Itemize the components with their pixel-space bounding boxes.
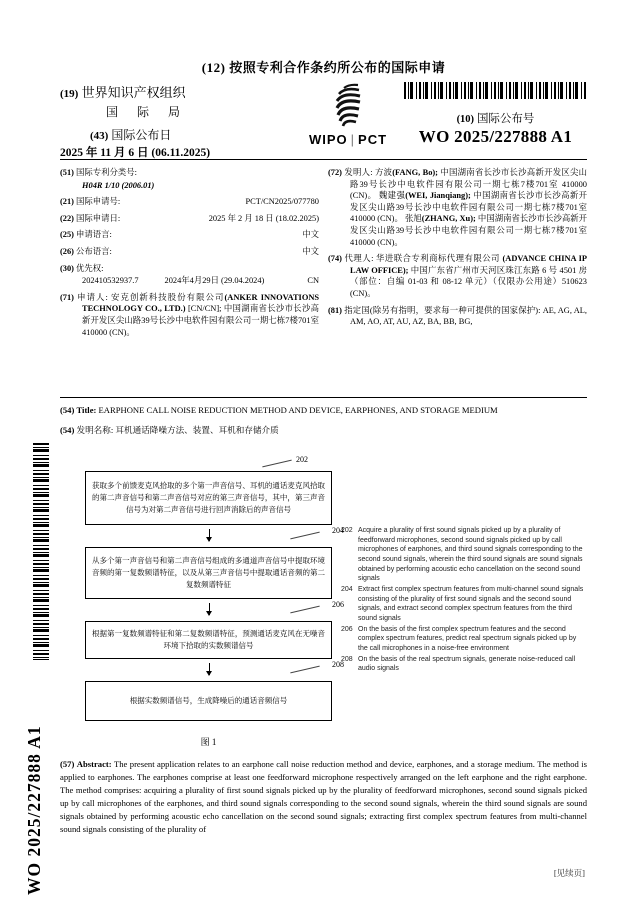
logo-separator: | — [350, 132, 356, 147]
agent-name-cn: 华进联合专利商标代理有限公司 — [376, 254, 500, 264]
flowchart-box-208-text: 根据实数频谱信号，生成降噪后的通话音频信号 — [129, 696, 288, 705]
header-right — [404, 82, 587, 160]
publication-language-label: 公布语言: — [76, 246, 112, 256]
applicant-nationality: [CN/CN]; — [187, 304, 222, 314]
flowchart-box-204-text: 从多个第一声音信号和第二声音信号组成的多通道声音信号中提取环境音频的第一复数频谱特征，以及从第三声音信号中提取通话音频的第二复数频谱特征 — [92, 556, 325, 589]
code-54-en: (54) — [60, 405, 75, 415]
applicant-entry — [60, 292, 319, 338]
filing-language-label: 申请语言: — [76, 230, 112, 240]
ref-gap-208 — [85, 659, 344, 681]
down-arrow-icon — [209, 529, 210, 541]
step-206-text: On the basis of the first complex spectrum features and the second complex spectrum features, predict real spectrum signals picked up by the call microphones in a noise-free environment — [358, 625, 577, 652]
organization-name: 世界知识产权组织 — [81, 85, 186, 100]
publication-date-value: 2025 年 11 月 6 日 (06.11.2025) — [60, 147, 211, 159]
pct-text: PCT — [358, 132, 388, 147]
agent-label: 代理人: — [344, 254, 374, 264]
code-26: (26) — [60, 246, 74, 256]
code-74: (74) — [328, 254, 342, 264]
abstract-label: Abstract: — [76, 758, 112, 769]
step-204-number: 204 — [341, 585, 353, 593]
horizontal-barcode — [404, 82, 587, 99]
document-type-text: 按照专利合作条约所公布的国际申请 — [229, 60, 446, 75]
priority-entry — [60, 263, 319, 275]
code-81: (81) — [328, 305, 342, 315]
step-208 — [341, 655, 587, 674]
issuing-organization — [60, 82, 292, 101]
ipc-value-line — [60, 180, 319, 192]
code-51: (51) — [60, 168, 74, 177]
publication-language-value: 中文 — [302, 246, 319, 256]
abstract-section — [60, 758, 587, 836]
leader-line-206 — [290, 606, 319, 614]
wipo-logo — [292, 82, 404, 160]
ipc-entry — [60, 167, 319, 179]
publication-number-label — [404, 110, 587, 126]
applicant-label: 申请人: — [77, 292, 108, 302]
leader-line-204 — [290, 532, 319, 540]
wipo-pct-wordmark — [292, 132, 404, 147]
filing-date-label: 国际申请日: — [76, 213, 121, 223]
vertical-barcode — [33, 443, 49, 660]
flowchart-box-202 — [85, 471, 332, 525]
flowchart-box-202-text: 获取多个前馈麦克风拾取的多个第一声音信号、耳机的通话麦克风拾取的第二声音信号和第二声音信号对应的第三声音信号，其中，第三声音信号为对第二声音信号进行回声消除后的声音信号 — [92, 481, 325, 514]
designated-states-entry — [328, 305, 587, 328]
applicant-address: 中国湖南省长沙市长沙高新开发区尖山路39号长沙中电软件园有限公司一期七栋7楼701室 410000 (CN)。 — [82, 304, 320, 337]
inventor-1-name-cn: 方波 — [374, 168, 393, 177]
leader-line-202 — [262, 460, 291, 468]
filing-date-value: 2025 年 2 月 18 日 (18.02.2025) — [208, 213, 319, 223]
inventor-3-name-en: (ZHANG, Xu); — [421, 214, 476, 224]
down-arrow-icon — [209, 663, 210, 675]
code-54-cn: (54) — [60, 425, 75, 435]
designated-states-text: 指定国(除另有指明，要求每一种可提供的国家保护): AE, AG, AL, AM, AO, AT, AU, AZ, BA, BB, BG, — [344, 305, 588, 327]
filing-date-entry — [60, 213, 319, 225]
title-chinese-line — [60, 424, 587, 436]
step-206 — [341, 625, 587, 654]
code-72: (72) — [328, 168, 342, 177]
inventor-3-address: 中国湖南省长沙市长沙高新开发区尖山路39号长沙中电软件园有限公司一期七栋7楼701室 410000 (CN)。 — [350, 214, 588, 247]
code-12: (12) — [201, 60, 226, 75]
ref-gap-206 — [85, 599, 344, 621]
flowchart — [85, 454, 344, 748]
step-206-number: 206 — [341, 625, 353, 633]
applicant-name-en: (ANKER INNOVATIONS TECHNOLOGY CO., LTD.) — [82, 292, 320, 314]
continuation-note: [见续页] — [553, 868, 585, 878]
priority-country: CN — [307, 276, 319, 286]
flowchart-box-206-text: 根据第一复数频谱特征和第二复数频谱特征，预测通话麦克风在无噪音环境下拾取的实数频谱信号 — [92, 629, 325, 650]
code-10: (10) — [456, 114, 475, 125]
step-208-number: 208 — [341, 655, 353, 663]
ref-number-206: 206 — [332, 600, 344, 609]
title-chinese-value: 耳机通话降噪方法、装置、耳机和存储介质 — [115, 425, 279, 435]
application-number-label: 国际申请号: — [76, 197, 121, 207]
ref-number-204: 204 — [332, 526, 344, 535]
priority-data-line — [60, 275, 319, 287]
priority-number: 202410532937.7 — [82, 276, 139, 286]
down-arrow-icon — [209, 603, 210, 615]
code-21: (21) — [60, 197, 74, 207]
publication-number-caption: 国际公布号 — [476, 113, 535, 125]
title-english-label: Title: — [76, 405, 97, 415]
header-divider — [60, 159, 587, 160]
step-202-number: 202 — [341, 527, 353, 534]
ref-number-208: 208 — [332, 660, 344, 669]
step-204-text: Extract first complex spectrum features from multi-channel sound signals consisting of the plurality of first sound signals and the second sound signals, and extract second complex spectrum features from the third sound signals — [358, 585, 584, 622]
flowchart-box-204 — [85, 547, 332, 599]
priority-date: 2024年4月29日 (29.04.2024) — [164, 276, 265, 286]
title-section — [60, 404, 587, 439]
header — [60, 82, 587, 160]
header-left — [60, 82, 292, 160]
figure-english-steps — [336, 454, 587, 748]
ipc-label: 国际专利分类号: — [76, 168, 137, 177]
inventor-3-name-cn: 张旭 — [405, 214, 422, 224]
step-202-text: Acquire a plurality of first sound signals picked up by a plurality of feedforward microphones, second sound signals picked up by call microphones of earphones, and third sound signals corresponding to the second sound signals, wherein the third sound signals are sound signals obtained by performing acoustic echo cancellation on the second sound signals — [358, 527, 583, 583]
code-19: (19) — [60, 88, 79, 100]
code-71: (71) — [60, 292, 74, 302]
international-bureau-label: 国 际 局 — [106, 105, 189, 119]
figure-caption: 图 1 — [200, 737, 217, 747]
publication-date-caption: 国际公布日 — [111, 128, 172, 142]
inventor-2-name-en: (WEI, Jianqiang); — [405, 191, 471, 201]
title-english-line — [60, 404, 587, 416]
inventor-1-address: 中国湖南省长沙市长沙高新开发区尖山路39号长沙中电软件园有限公司一期七栋7楼701室 410000 (CN)。 — [350, 168, 588, 201]
flowchart-box-208 — [85, 681, 332, 721]
abstract-text: The present application relates to an earphone call noise reduction method and device, earphones, and a storage medium. The method is applied to earphones. The earphones comprise at least one feedforward microphone respectively arranged on the left earphone and the right earphone. The method comprises: acquiring a plurality of first sound signals picked up by the plurality of feedforward microphones, second sound signals picked up by call microphones of the earphones, and third sound signals corresponding to the second sound signals, wherein the third sound signals are sound signals obtained by performing acoustic echo cancellation on the second sound signals; extracting first complex spectrum features from multi-channel sound signals consisting of the plurality of — [60, 758, 587, 834]
code-25: (25) — [60, 230, 74, 240]
filing-language-entry — [60, 229, 319, 241]
wipo-text: WIPO — [308, 132, 348, 147]
code-43: (43) — [90, 130, 109, 142]
ref-gap-204 — [85, 525, 344, 547]
agent-name-en: (ADVANCE CHINA IP LAW OFFICE); — [350, 254, 588, 275]
application-number-value: PCT/CN2025/077780 — [245, 197, 319, 207]
agent-address: 中国广东省广州市天河区珠江东路 6 号 4501 房（部位：自编 01-03 和 08-12 单元）（仅限办公用途）510623 (CN)。 — [350, 265, 588, 298]
inventor-2-address: 中国湖南省长沙市长沙高新开发区尖山路39号长沙中电软件园有限公司一期七栋7楼701室 410000 (CN)。 — [350, 191, 588, 224]
applicant-name-cn: 安克创新科技股份有限公司 — [111, 292, 225, 302]
bibliographic-section — [60, 167, 587, 343]
biblio-divider — [60, 397, 587, 398]
inventor-1-name-en: (FANG, Bo); — [392, 168, 438, 177]
agent-entry — [328, 253, 587, 299]
application-number-entry — [60, 196, 319, 208]
step-202 — [341, 526, 587, 584]
step-204 — [341, 585, 587, 624]
ref-gap-202 — [85, 454, 332, 471]
step-208-text: On the basis of the real spectrum signals, generate noise-reduced call audio signals — [358, 655, 576, 673]
publication-number-value: WO 2025/227888 A1 — [418, 127, 573, 146]
biblio-left-column — [60, 167, 319, 343]
publication-language-entry — [60, 246, 319, 258]
publication-date-label — [90, 126, 292, 143]
flowchart-box-206 — [85, 621, 332, 659]
filing-language-value: 中文 — [302, 230, 319, 240]
sidebar-publication-number: WO 2025/227888 A1 — [24, 725, 44, 895]
figure-section — [60, 454, 587, 748]
code-22: (22) — [60, 213, 74, 223]
flowchart-column — [60, 454, 344, 748]
inventor-2-name-cn: 魏建强 — [378, 191, 406, 201]
inventors-label: 发明人: — [344, 168, 373, 177]
title-english-value: EARPHONE CALL NOISE REDUCTION METHOD AND DEVICE, EARPHONES, AND STORAGE MEDIUM — [98, 405, 498, 415]
biblio-right-column — [328, 167, 587, 343]
ipc-value: H04R 1/10 (2006.01) — [82, 180, 155, 190]
code-30: (30) — [60, 263, 74, 273]
code-57: (57) — [60, 758, 75, 769]
wipo-globe-icon — [329, 82, 367, 130]
leader-line-208 — [290, 666, 319, 674]
priority-label: 优先权: — [76, 263, 104, 273]
inventors-entry — [328, 167, 587, 248]
document-type-line — [60, 57, 587, 76]
title-chinese-label: 发明名称: — [76, 425, 114, 435]
ref-number-202: 202 — [296, 455, 308, 464]
